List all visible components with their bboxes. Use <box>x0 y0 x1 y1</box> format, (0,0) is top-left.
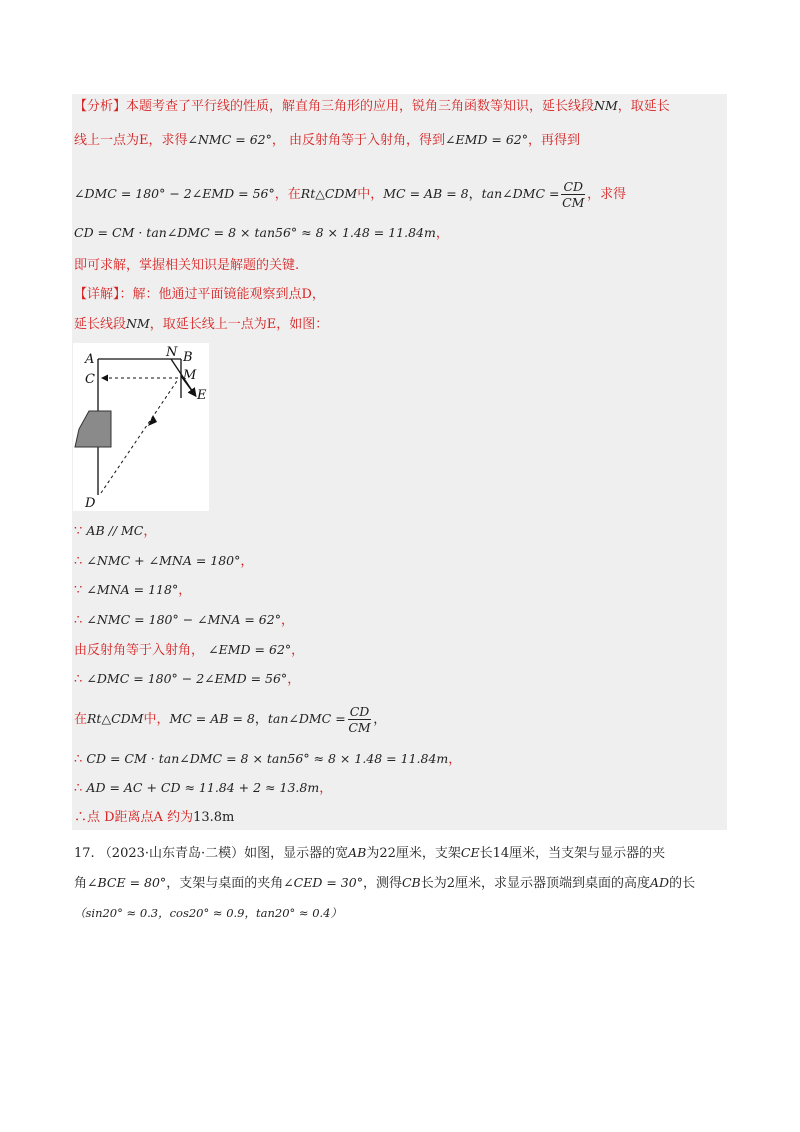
step-prefix: ∵ <box>74 583 83 598</box>
step-text: 中， <box>143 712 170 727</box>
step-suffix: ， <box>143 524 157 539</box>
analysis-line-5 <box>74 256 299 276</box>
math-expr: AB <box>348 845 367 860</box>
question-text: ，测得 <box>362 876 402 891</box>
ray-arrowhead <box>148 415 157 426</box>
step-prefix: ∵ <box>74 524 83 539</box>
label-b: B <box>183 350 193 365</box>
label-n: N <box>166 345 178 360</box>
math-expr: CE <box>460 845 480 860</box>
obstacle-shape <box>75 411 111 447</box>
question-text: 角 <box>74 876 88 891</box>
fraction <box>348 704 372 735</box>
math-expr: ∠DMC = 180° − 2∠EMD = 56° <box>74 186 275 201</box>
math-hint: （sin20° ≈ 0.3，cos20° ≈ 0.9，tan20° ≈ 0.4） <box>74 906 342 920</box>
step-line-7 <box>74 703 386 736</box>
step-prefix: 由反射角等于入射角， <box>74 643 205 658</box>
step-line <box>74 749 461 770</box>
analysis-text: 即可求解，掌握相关知识是解题的关键. <box>74 258 300 273</box>
step-line <box>74 640 304 661</box>
math-expr: CD = CM · tan∠DMC = 8 × tan56° ≈ 8 × 1.48 = 11.84m <box>86 751 449 766</box>
conclusion-text: ∴点 D距离点A 约为 <box>74 810 194 825</box>
math-expr: AD <box>650 875 670 890</box>
analysis-text: 【分析】本题考查了平行线的性质，解直角三角形的应用，锐角三角函数等知识，延长线段 <box>74 99 595 114</box>
math-expr: ∠NMC = 62° <box>187 132 272 147</box>
step-prefix: ∴ <box>74 752 83 767</box>
analysis-text: ，取延长 <box>617 99 670 114</box>
math-expr: MC = AB = 8 <box>383 186 469 201</box>
question-line-1 <box>74 843 665 864</box>
question-line-2 <box>74 873 695 894</box>
ray-dm <box>101 381 177 493</box>
math-expr: ∠DMC = 180° − 2∠EMD = 56° <box>86 671 288 686</box>
fraction-denominator: CM <box>348 720 371 735</box>
analysis-line-1 <box>74 96 670 117</box>
math-expr: NM <box>594 98 618 113</box>
math-expr: ∠CED = 30° <box>283 875 363 890</box>
figure-svg <box>73 343 209 511</box>
step-line <box>74 610 294 631</box>
separator: ， <box>468 187 482 202</box>
detail-text: 【详解】：解：他通过平面镜能观察到点D， <box>74 287 325 302</box>
step-suffix: ， <box>319 781 333 796</box>
analysis-text: ， <box>435 226 449 241</box>
math-expr: ∠MNA = 118° <box>86 582 179 597</box>
math-expr: MC = AB = 8 <box>169 711 255 726</box>
label-e: E <box>197 388 207 403</box>
separator: ， <box>373 712 387 727</box>
detail-text: 延长线段 <box>74 317 127 332</box>
analysis-text: ，再得到 <box>528 133 581 148</box>
step-line <box>74 580 191 601</box>
step-line <box>74 551 253 572</box>
step-suffix: ， <box>287 672 301 687</box>
math-expr: ∠EMD = 62° <box>208 642 292 657</box>
step-suffix: ， <box>448 752 462 767</box>
step-suffix: ， <box>291 643 305 658</box>
math-expr: NM <box>126 316 150 331</box>
step-suffix: ， <box>240 554 254 569</box>
step-line <box>74 521 156 542</box>
label-d: D <box>85 496 96 511</box>
analysis-text: ，在 <box>274 187 301 202</box>
step-text: 在 <box>74 712 88 727</box>
question-text: ，支架与桌面的夹角 <box>166 876 284 891</box>
analysis-line-4 <box>74 223 449 244</box>
analysis-text: 线上一点为E，求得 <box>74 133 188 148</box>
math-expr: tan∠DMC = <box>481 186 560 201</box>
math-expr: tan∠DMC = <box>267 711 346 726</box>
question-line-3 <box>74 903 342 923</box>
math-expr: ∠NMC + ∠MNA = 180° <box>86 553 241 568</box>
math-expr: AD = AC + CD ≈ 11.84 + 2 ≈ 13.8m <box>86 780 320 795</box>
detail-line-1 <box>74 285 325 305</box>
label-c: C <box>85 372 95 387</box>
step-prefix: ∴ <box>74 554 83 569</box>
fraction <box>561 179 585 210</box>
question-text: 17. （2023·山东青岛·二模）如图，显示器的宽 <box>74 846 349 861</box>
analysis-text: ，求得 <box>587 187 627 202</box>
label-a: A <box>85 352 95 367</box>
math-expr: Rt△CDM <box>300 186 358 201</box>
step-suffix: ， <box>178 583 192 598</box>
conclusion-line <box>74 808 234 828</box>
analysis-line-2 <box>74 130 580 151</box>
step-prefix: ∴ <box>74 781 83 796</box>
detail-text: ，取延长线上一点为E，如图： <box>149 317 329 332</box>
detail-line-2 <box>74 314 328 335</box>
question-text: 的长 <box>669 876 696 891</box>
question-text: 长为2厘米，求显示器顶端到桌面的高度 <box>420 876 651 891</box>
label-m: M <box>183 368 197 383</box>
geometry-figure <box>73 343 209 511</box>
step-prefix: ∴ <box>74 613 83 628</box>
analysis-line-3 <box>74 178 626 211</box>
question-text: 为22厘米，支架 <box>366 846 461 861</box>
analysis-text: ， 由反射角等于入射角，得到 <box>271 133 445 148</box>
conclusion-value: 13.8m <box>193 810 235 825</box>
step-line <box>74 669 300 690</box>
step-line <box>74 778 332 799</box>
math-expr: ∠EMD = 62° <box>445 132 528 147</box>
separator: ， <box>254 712 268 727</box>
math-expr: CD = CM · tan∠DMC = 8 × tan56° ≈ 8 × 1.48 = 11.84m <box>74 225 436 240</box>
math-expr: CB <box>401 875 421 890</box>
fraction-denominator: CM <box>562 195 585 210</box>
fraction-numerator: CD <box>563 179 584 194</box>
fraction-numerator: CD <box>349 704 370 719</box>
question-text: 长14厘米，当支架与显示器的夹 <box>479 846 666 861</box>
math-expr: Rt△CDM <box>87 711 144 726</box>
analysis-text: 中， <box>357 187 384 202</box>
step-prefix: ∴ <box>74 672 83 687</box>
math-expr: AB // MC <box>86 523 144 538</box>
math-expr: ∠NMC = 180° − ∠MNA = 62° <box>86 612 281 627</box>
math-expr: ∠BCE = 80° <box>87 875 167 890</box>
step-suffix: ， <box>280 613 294 628</box>
